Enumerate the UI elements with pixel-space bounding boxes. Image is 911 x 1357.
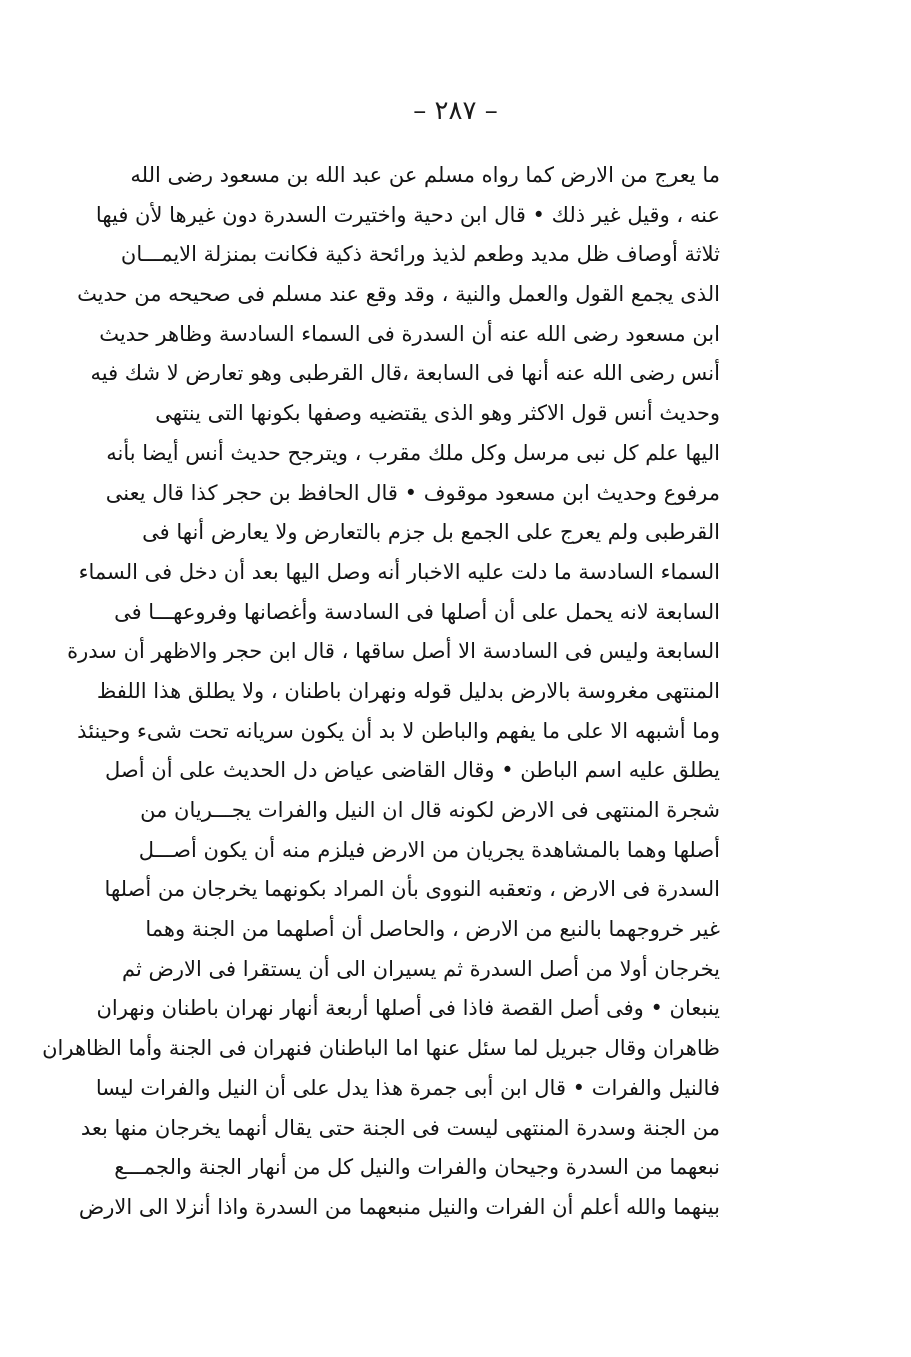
text-line: السابعة وليس فى السادسة الا أصل ساقها ، قال ابن حجر والاظهر أن سدرة: [67, 639, 720, 664]
text-line: أصلها وهما بالمشاهدة يجريان من الارض فيلزم منه أن يكون أصـــل: [138, 837, 720, 862]
text-line: المنتهى مغروسة بالارض بدليل قوله ونهران باطنان ، ولا يطلق هذا اللفظ: [96, 678, 720, 703]
text-line: وحديث أنس قول الاكثر وهو الذى يقتضيه وصفها بكونها التى ينتهى: [155, 401, 720, 426]
text-line: وما أشبهه الا على ما يفهم والباطن لا بد أن يكون سريانه تحت شىء وحينئذ: [77, 718, 720, 743]
text-line: اليها علم كل نبى مرسل وكل ملك مقرب ، ويترجح حديث أنس أيضا بأنه: [106, 440, 720, 465]
text-line: يطلق عليه اسم الباطن • وقال القاضى عياض دل الحديث على أن أصل: [105, 758, 720, 783]
text-line: أنس رضى الله عنه أنها فى السابعة ،قال القرطبى وهو تعارض لا شك فيه: [90, 361, 720, 386]
text-line: غير خروجهما بالنبع من الارض ، والحاصل أن أصلهما من الجنة وهما: [145, 917, 720, 942]
text-line: السابعة لانه يحمل على أن أصلها فى السادسة وأغصانها وفروعهـــا فى: [114, 599, 720, 624]
text-line: ابن مسعود رضى الله عنه أن السدرة فى السماء السادسة وظاهر حديث: [99, 321, 720, 346]
text-line: فالنيل والفرات • قال ابن أبى جمرة هذا يدل على أن النيل والفرات ليسا: [95, 1075, 720, 1100]
text-line: مرفوع وحديث ابن مسعود موقوف • قال الحافظ بن حجر كذا قال يعنى: [105, 480, 720, 505]
text-line: شجرة المنتهى فى الارض لكونه قال ان النيل والفرات يجـــريان من: [140, 798, 720, 822]
text-line: السماء السادسة ما دلت عليه الاخبار أنه وصل اليها بعد أن دخل فى السماء: [78, 559, 720, 584]
text-line: ينبعان • وفى أصل القصة فاذا فى أصلها أربعة أنهار نهران باطنان ونهران: [96, 996, 720, 1021]
text-line: يخرجان أولا من أصل السدرة ثم يسيران الى أن يستقرا فى الارض ثم: [121, 956, 720, 981]
text-line: عنه ، وقيل غير ذلك • قال ابن دحية واختيرت السدرة دون غيرها لأن فيها: [95, 202, 720, 227]
page-number: – ٢٨٧ –: [413, 96, 498, 126]
body-text: [42, 156, 720, 1228]
text-line: ثلاثة أوصاف ظل مديد وطعم لذيذ ورائحة ذكية فكانت بمنزلة الايمـــان: [120, 242, 720, 267]
text-line: من الجنة وسدرة المنتهى ليست فى الجنة حتى يقال أنهما يخرجان منها بعد: [80, 1115, 720, 1140]
text-line: نبعهما من السدرة وجيحان والفرات والنيل كل من أنهار الجنة والجمـــع: [114, 1155, 720, 1180]
text-line: ما يعرج من الارض كما رواه مسلم عن عبد الله بن مسعود رضى الله: [130, 163, 720, 187]
text-line: ظاهران وقال جبريل لما سئل عنها اما الباطنان فنهران فى الجنة وأما الظاهران: [42, 1036, 720, 1061]
text-line: الذى يجمع القول والعمل والنية ، وقد وقع عند مسلم فى صحيحه من حديث: [77, 282, 720, 307]
text-line: السدرة فى الارض ، وتعقبه النووى بأن المراد بكونهما يخرجان من أصلها: [104, 877, 720, 902]
text-line: القرطبى ولم يعرج على الجمع بل جزم بالتعارض ولا يعارض أنها فى: [142, 520, 720, 545]
text-line: بينهما والله أعلم أن الفرات والنيل منبعهما من السدرة واذا أنزلا الى الارض: [78, 1194, 720, 1219]
